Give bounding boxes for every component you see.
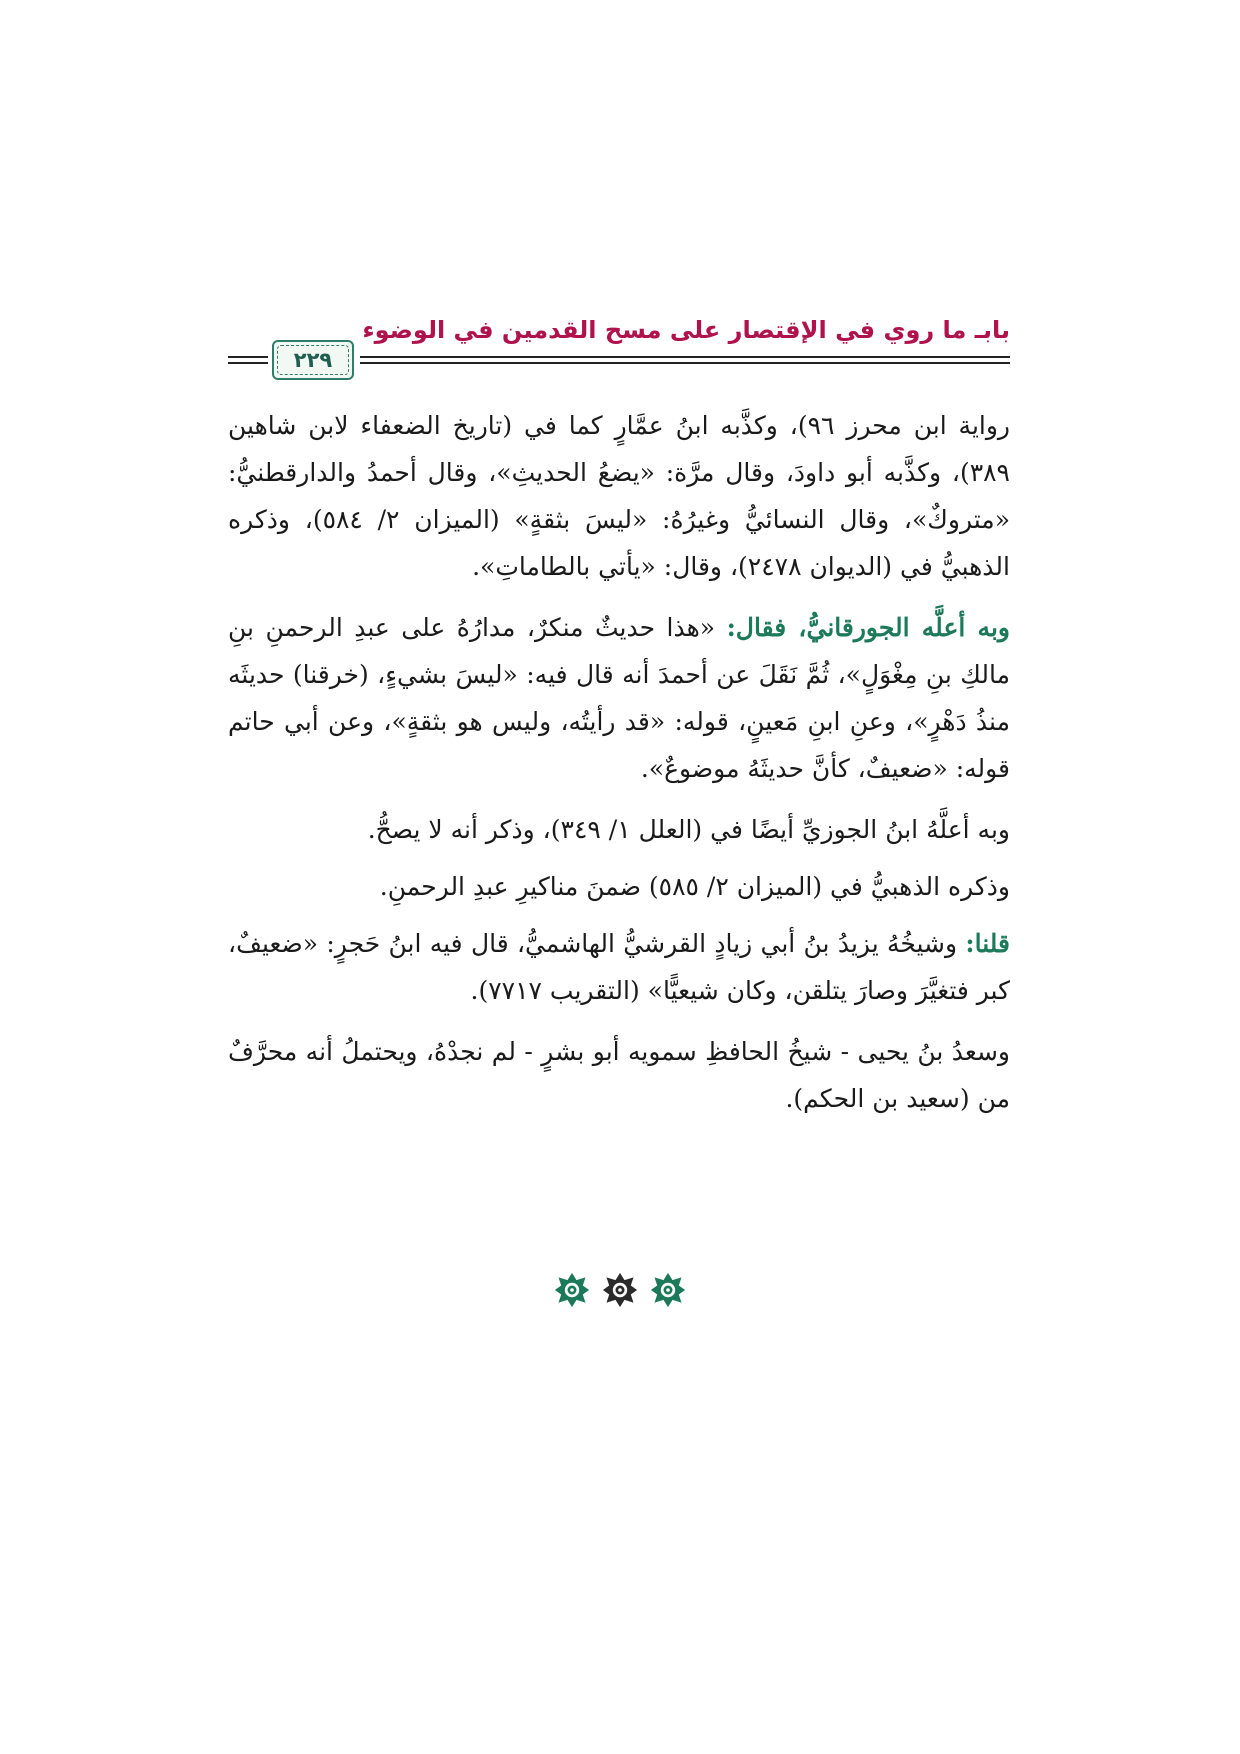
paragraph <box>228 806 1010 853</box>
paragraph-text: وبه أعلَّهُ ابنُ الجوزيِّ أيضًا في (العلل ١/ ٣٤٩)، وذكر أنه لا يصحُّ. <box>367 815 1010 844</box>
page-number-badge <box>272 340 354 380</box>
page-header <box>228 310 1010 380</box>
paragraph <box>228 1028 1010 1122</box>
paragraph <box>228 863 1010 910</box>
paragraph-text: «هذا حديثٌ منكرٌ، مدارُهُ على عبدِ الرحمنِ بنِ مالكِ بنِ مِغْوَلٍ»، ثُمَّ نَقَلَ عن أحمدَ أنه قال فيه: «ليسَ بشيءٍ، (خرقنا) حديثَه منذُ دَهْرٍ»، وعنِ ابنِ مَعينٍ، قوله: «قد رأيتُه، وليس هو بثقةٍ»، وعن أبي حاتم قوله: «ضعيفٌ، كأنَّ حديثَهُ موضوعٌ». <box>228 613 1010 783</box>
paragraph <box>228 920 1010 1014</box>
header-rule <box>228 356 268 358</box>
paragraph-text: وسعدُ بنُ يحيى - شيخُ الحافظِ سمويه أبو بشرٍ - لم نجدْهُ، ويحتملُ أنه محرَّفٌ من (سعيد بن الحكم). <box>228 1037 1010 1113</box>
page-number: ٢٢٩ <box>293 348 333 372</box>
paragraph-lead: وبه أعلَّه الجورقانيُّ، فقال: <box>726 613 1010 642</box>
paragraph-text: وشيخُهُ يزيدُ بنُ أبي زيادٍ القرشيُّ الهاشميُّ، قال فيه ابنُ حَجرٍ: «ضعيفٌ، كبر فتغيَّرَ وصارَ يتلقن، وكان شيعيًّا» (التقريب ٧٧١٧). <box>228 929 1010 1005</box>
star-ornament-icon <box>554 1272 590 1308</box>
paragraph <box>228 402 1010 590</box>
star-ornament-icon <box>602 1272 638 1308</box>
paragraph-lead: قلنا: <box>965 929 1010 958</box>
paragraph <box>228 604 1010 792</box>
header-rule <box>360 356 1010 358</box>
star-ornament-icon <box>650 1272 686 1308</box>
header-rule <box>360 362 1010 364</box>
section-end-ornaments <box>0 1272 1240 1308</box>
running-title: بابـ ما روي في الإقتصار على مسح القدمين في الوضوء <box>362 316 1010 344</box>
header-rule <box>228 362 268 364</box>
paragraph-text: وذكره الذهبيُّ في (الميزان ٢/ ٥٨٥) ضمنَ مناكيرِ عبدِ الرحمنِ. <box>379 872 1010 901</box>
paragraph-text: رواية ابن محرز ٩٦)، وكذَّبه ابنُ عمَّارٍ كما في (تاريخ الضعفاء لابن شاهين ٣٨٩)، وكذَّبه أبو داودَ، وقال مرَّة: «يضعُ الحديثِ»، وقال أحمدُ والدارقطنيُّ: «متروكٌ»، وقال النسائيُّ وغيرُهُ: «ليسَ بثقةٍ» (الميزان ٢/ ٥٨٤)، وذكره الذهبيُّ في (الديوان ٢٤٧٨)، وقال: «يأتي بالطاماتِ». <box>228 411 1010 581</box>
body-text <box>228 402 1010 1136</box>
